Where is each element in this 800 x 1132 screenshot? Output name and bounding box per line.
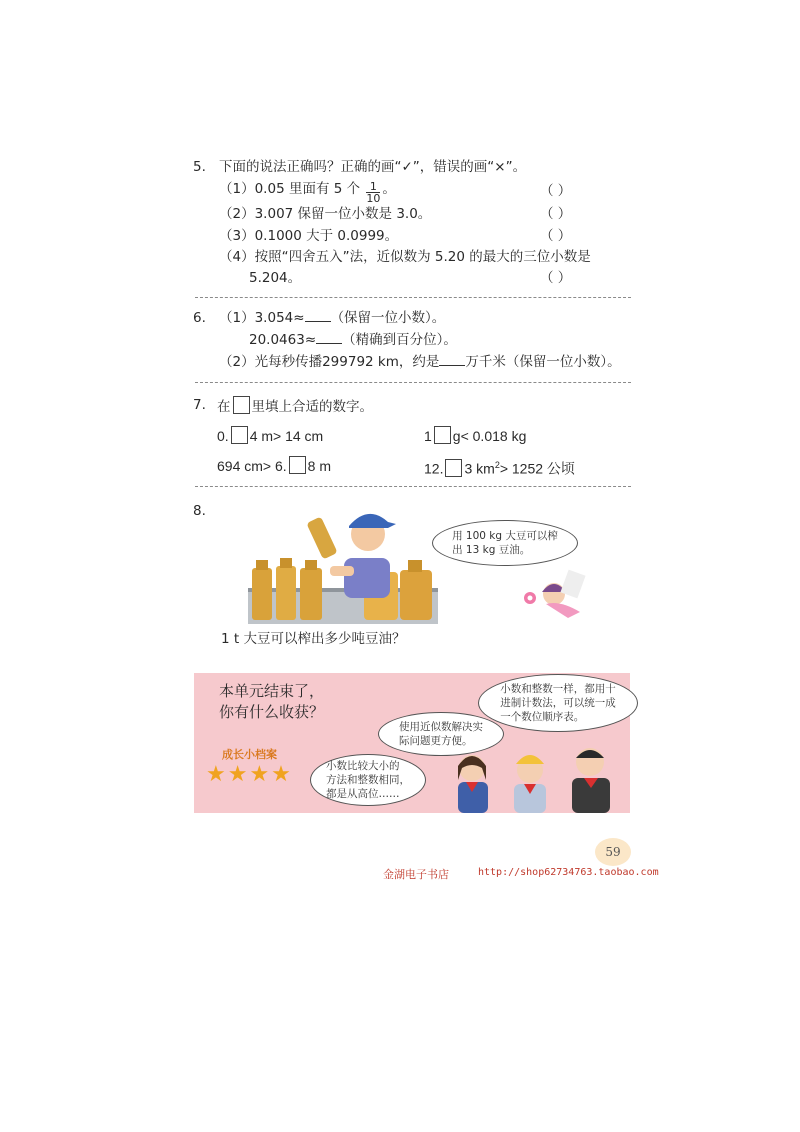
digit-input-box[interactable] (434, 426, 451, 444)
q5-item-text: 0.05 里面有 5 个 (254, 181, 361, 197)
fraction-numerator: 1 (366, 181, 380, 193)
q6-expr-2: 20.0463≈ (249, 332, 317, 348)
q6-line-2 (249, 331, 457, 349)
q7-expr: 8 m (307, 458, 331, 474)
q5-item-4 (219, 248, 591, 266)
q7-item-d (424, 456, 575, 478)
answer-blank[interactable] (316, 331, 342, 344)
q5-item-label: （1） (219, 181, 255, 197)
footer-shop-name: 金湖电子书店 (383, 868, 449, 881)
digit-input-box[interactable] (445, 459, 462, 477)
q5-number: 5. (193, 159, 206, 175)
q6-note-3: 万千米（保留一位小数）。 (465, 354, 621, 370)
divider (195, 486, 631, 487)
q6-note-1: （保留一位小数）。 (330, 310, 446, 326)
q5-answer-2[interactable]: （ ） (540, 206, 572, 222)
q7-item-b (424, 426, 526, 445)
summary-title: 本单元结束了， 你有什么收获？ (219, 682, 325, 721)
q8-question: 1 t 大豆可以榨出多少吨豆油？ (221, 631, 406, 647)
answer-blank[interactable] (439, 353, 465, 366)
q5-item-2 (219, 205, 431, 223)
oil-factory-illustration (248, 496, 438, 624)
q5-item-4-cont: 5.204。 (249, 270, 302, 286)
q7-expr: 12. (424, 460, 444, 477)
q5-answer-4[interactable]: （ ） (540, 270, 572, 286)
q5-item-3 (219, 227, 398, 245)
divider (195, 297, 631, 298)
page-number-badge: 59 (595, 838, 631, 866)
answer-blank[interactable] (305, 309, 331, 322)
q7-prompt-pre: 在 (217, 399, 231, 415)
q5-answer-3[interactable]: （ ） (540, 228, 572, 244)
q7-number: 7. (193, 397, 206, 413)
digit-input-box[interactable] (231, 426, 248, 444)
q7-expr: 4 m> 14 cm (249, 428, 324, 444)
q7-expr: g< 0.018 kg (452, 428, 527, 444)
fraction (366, 181, 380, 204)
q6-line-1 (219, 309, 445, 327)
girl-flower-illustration (520, 566, 590, 622)
q6-line-3 (219, 353, 621, 371)
q5-item-label: （2） (219, 206, 255, 222)
q6-part2-label: （2） (219, 354, 255, 370)
q7-prompt-post: 里填上合适的数字。 (251, 399, 373, 415)
q5-item-text-end: 。 (382, 181, 396, 197)
q5-item-text: 3.007 保留一位小数是 3.0。 (254, 206, 432, 222)
q8-speech-bubble: 用 100 kg 大豆可以榨 出 13 kg 豆油。 (432, 520, 578, 566)
q6-note-2: （精确到百分位）。 (342, 332, 457, 348)
q7-prompt (217, 396, 373, 416)
digit-input-box[interactable] (289, 456, 306, 474)
digit-box (233, 396, 250, 414)
summary-bubble-approximation: 使用近似数解决实 际问题更方便。 (378, 712, 504, 756)
q7-expr: > 1252 公顷 (499, 460, 575, 477)
q5-item-1 (219, 180, 396, 204)
summary-bubble-compare: 小数比较大小的 方法和整数相同， 都是从高位…… (310, 754, 426, 806)
footer-url-link[interactable]: http://shop62734763.taobao.com (478, 867, 659, 878)
q6-expr-3: 光每秒传播299792 km，约是 (254, 354, 440, 370)
q5-answer-1[interactable]: （ ） (540, 183, 572, 199)
divider (195, 382, 631, 383)
q6-expr-1: 3.054≈ (254, 310, 305, 326)
q7-item-a (217, 426, 323, 445)
q5-item-label: （4） (219, 249, 255, 265)
q6-number: 6. (193, 310, 206, 326)
q7-expr: 1 (424, 428, 432, 444)
q7-expr: 694 cm> 6. (217, 458, 287, 474)
q7-item-c (217, 456, 331, 475)
fraction-denominator: 10 (366, 192, 381, 205)
rating-stars-icon: ★★★★ (206, 762, 293, 787)
summary-bubble-decimal-system: 小数和整数一样，都用十 进制计数法，可以统一成 一个数位顺序表。 (478, 674, 638, 732)
q5-prompt: 下面的说法正确吗？正确的画“✓”，错误的画“×”。 (219, 159, 527, 175)
q5-item-text: 0.1000 大于 0.0999。 (254, 228, 399, 244)
q5-item-text: 按照“四舍五入”法，近似数为 5.20 的最大的三位小数是 (254, 249, 591, 265)
q6-part1-label: （1） (219, 310, 255, 326)
superscript: 2 (494, 460, 500, 470)
growth-archive-label: 成长小档案 (222, 748, 277, 761)
q7-expr: 3 km (464, 460, 495, 477)
children-illustration (450, 740, 630, 813)
q7-expr: 0. (217, 428, 229, 444)
q5-item-label: （3） (219, 228, 255, 244)
q8-number: 8. (193, 503, 206, 519)
